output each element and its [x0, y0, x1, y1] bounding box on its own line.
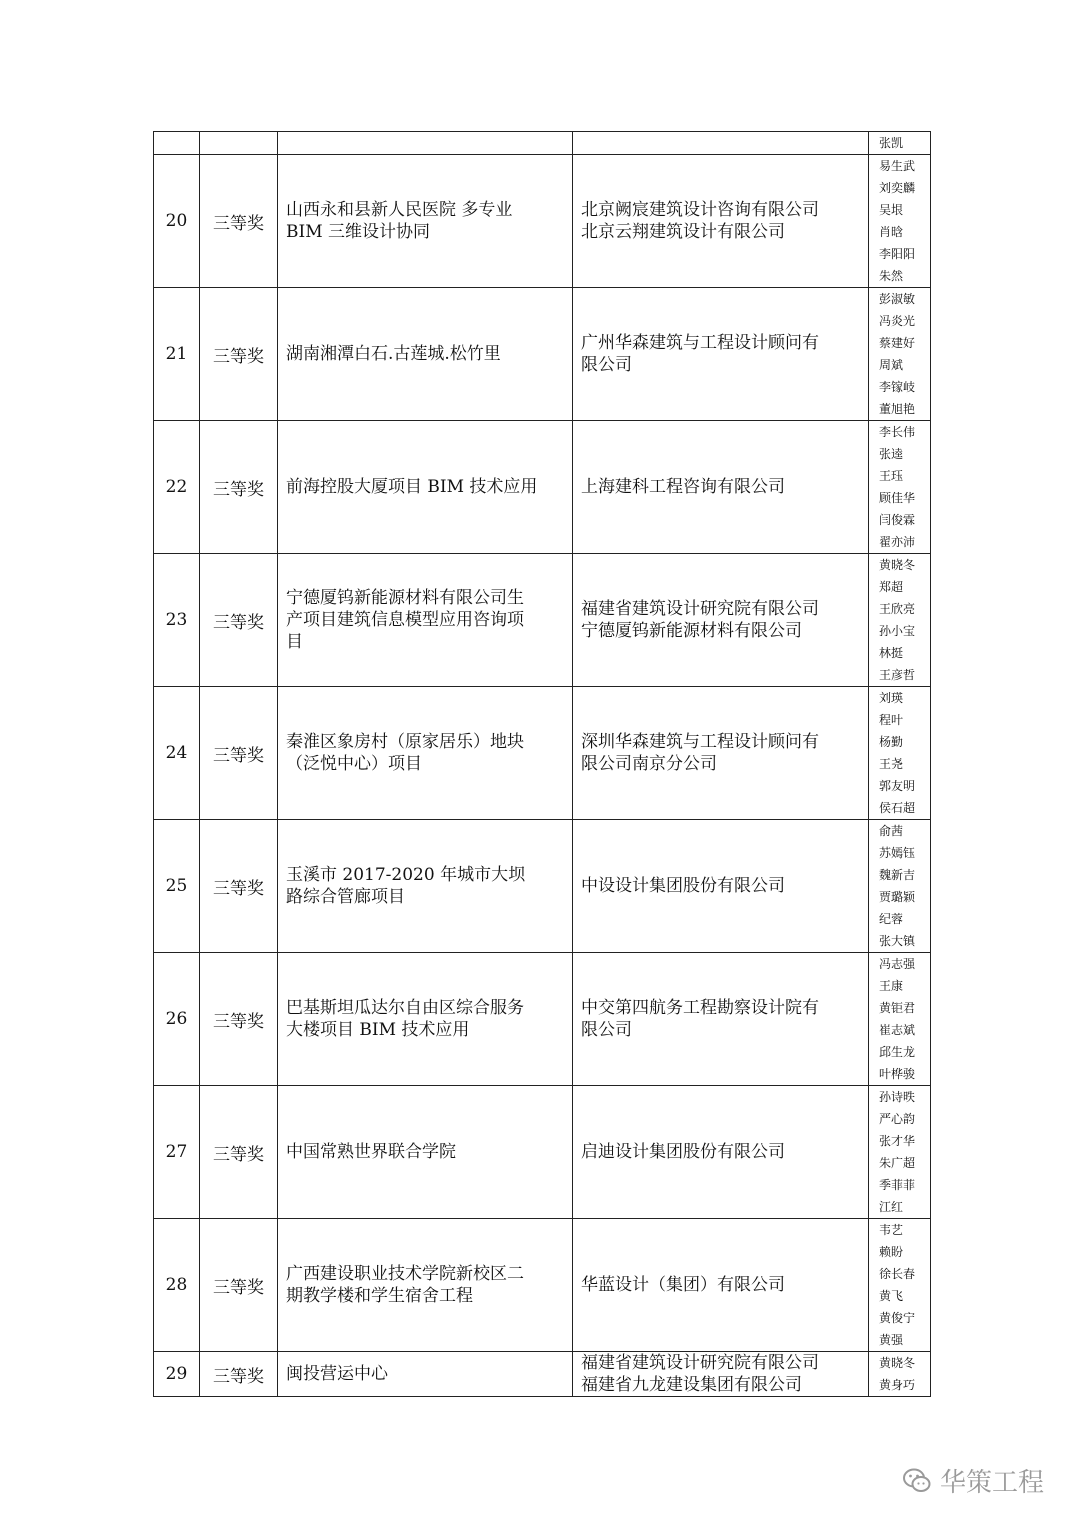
- team-member-name: 郑超: [879, 580, 904, 594]
- project-name-line: 秦淮区象房村（原家居乐）地块: [286, 732, 524, 752]
- project-name-line: 大楼项目 BIM 技术应用: [286, 1020, 470, 1040]
- organization-cell: [573, 1219, 869, 1352]
- table-row: [154, 288, 931, 421]
- project-name-line: 中国常熟世界联合学院: [286, 1142, 456, 1162]
- carry-over-level-cell: [200, 132, 278, 155]
- table-row: [154, 1219, 931, 1352]
- team-member-name: 黄晓冬: [879, 1356, 916, 1370]
- project-name-line: 产项目建筑信息模型应用咨询项: [286, 610, 524, 630]
- organization-name: 宁德厦钨新能源材料有限公司: [581, 621, 802, 641]
- award-table: [153, 131, 931, 1397]
- organization-name: 中交第四航务工程勘察设计院有: [581, 998, 819, 1018]
- organization-name: 北京阙宸建筑设计咨询有限公司: [581, 200, 819, 220]
- award-level-cell: 三等奖: [200, 288, 278, 421]
- project-name-line: BIM 三维设计协同: [286, 222, 431, 242]
- project-name-line: 路综合管廊项目: [286, 887, 405, 907]
- table-row: [154, 953, 931, 1086]
- organization-name: 华蓝设计（集团）有限公司: [581, 1275, 785, 1295]
- table-body: [154, 132, 931, 1397]
- project-name-line: 闽投营运中心: [286, 1364, 388, 1384]
- team-member-name: 翟亦沛: [879, 535, 916, 549]
- team-member-name: 王珏: [879, 469, 904, 483]
- project-name-cell: [278, 155, 573, 288]
- team-member-name: 吴垠: [879, 203, 904, 217]
- team-member-name: 黄晓冬: [879, 558, 916, 572]
- organization-name: 深圳华森建筑与工程设计顾问有: [581, 732, 819, 752]
- table-row: [154, 421, 931, 554]
- organization-name: 限公司南京分公司: [581, 754, 717, 774]
- team-member-name: 朱然: [879, 269, 904, 283]
- row-number-cell: 25: [154, 820, 200, 953]
- award-level-cell: 三等奖: [200, 820, 278, 953]
- team-member-name: 邱生龙: [879, 1045, 916, 1059]
- team-members-cell: [869, 421, 931, 554]
- project-name-line: 宁德厦钨新能源材料有限公司生: [286, 588, 524, 608]
- project-name-line: （泛悦中心）项目: [286, 754, 422, 774]
- organization-name: 限公司: [581, 1020, 632, 1040]
- organization-name: 限公司: [581, 355, 632, 375]
- project-name-cell: [278, 820, 573, 953]
- team-member-name: 冯炎光: [879, 314, 916, 328]
- watermark-text: 华策工程: [939, 1468, 1044, 1498]
- row-number-cell: 27: [154, 1086, 200, 1219]
- organization-cell: [573, 288, 869, 421]
- team-member-name: 黄飞: [879, 1289, 904, 1303]
- carry-over-row: [154, 132, 931, 155]
- team-member-name: 徐长春: [879, 1267, 916, 1281]
- team-member-name: 孙小宝: [879, 624, 916, 638]
- team-member-name: 魏新吉: [879, 868, 916, 882]
- row-number-cell: 29: [154, 1352, 200, 1397]
- table-row: [154, 554, 931, 687]
- team-member-name: 王欣亮: [879, 602, 916, 616]
- team-member-name: 林挺: [879, 646, 904, 660]
- team-member-name: 郭友明: [879, 779, 916, 793]
- row-number-cell: 20: [154, 155, 200, 288]
- award-level-cell: 三等奖: [200, 1219, 278, 1352]
- team-member-name: 赖盼: [879, 1245, 904, 1259]
- project-name-line: 湖南湘潭白石.古莲城.松竹里: [286, 344, 501, 364]
- organization-name: 北京云翔建筑设计有限公司: [581, 222, 785, 242]
- team-member-name: 黄强: [879, 1333, 904, 1347]
- team-member-name: 李长伟: [879, 425, 916, 439]
- organization-name: 福建省建筑设计研究院有限公司: [581, 599, 819, 619]
- row-number-cell: 28: [154, 1219, 200, 1352]
- team-member-name: 孙诗昳: [879, 1090, 916, 1104]
- table-row: [154, 155, 931, 288]
- team-member-name: 李镓岐: [879, 380, 916, 394]
- table-row: [154, 1352, 931, 1397]
- team-member-name: 季菲菲: [879, 1178, 916, 1192]
- award-level-cell: 三等奖: [200, 687, 278, 820]
- award-level-cell: 三等奖: [200, 1086, 278, 1219]
- row-number-cell: 23: [154, 554, 200, 687]
- organization-name: 启迪设计集团股份有限公司: [581, 1142, 785, 1162]
- team-member-name: 侯石超: [879, 801, 916, 815]
- table-row: [154, 820, 931, 953]
- team-member-name: 肖晗: [879, 225, 904, 239]
- organization-cell: [573, 421, 869, 554]
- project-name-cell: [278, 421, 573, 554]
- team-members-cell: [869, 288, 931, 421]
- team-members-cell: [869, 687, 931, 820]
- team-member-name: 黄俊宁: [879, 1311, 916, 1325]
- project-name-line: 目: [286, 632, 303, 652]
- award-level-cell: 三等奖: [200, 953, 278, 1086]
- award-level-cell: 三等奖: [200, 554, 278, 687]
- organization-cell: [573, 687, 869, 820]
- team-member-name: 彭淑敏: [879, 292, 916, 306]
- project-name-line: 前海控股大厦项目 BIM 技术应用: [286, 477, 538, 497]
- project-name-cell: [278, 1219, 573, 1352]
- team-member-name: 韦艺: [879, 1223, 904, 1237]
- team-member-name: 张大镇: [879, 934, 916, 948]
- row-number-cell: 21: [154, 288, 200, 421]
- team-member-name: 周斌: [879, 358, 904, 372]
- project-name-cell: [278, 554, 573, 687]
- team-member-name: 张才华: [879, 1134, 916, 1148]
- project-name-cell: [278, 1086, 573, 1219]
- project-name-cell: [278, 288, 573, 421]
- project-name-cell: [278, 687, 573, 820]
- team-member-name: 易生武: [879, 159, 916, 173]
- team-members-cell: [869, 554, 931, 687]
- organization-cell: [573, 953, 869, 1086]
- team-member-name: 李阳阳: [879, 247, 916, 261]
- team-member-name: 纪蓉: [879, 912, 904, 926]
- team-members-cell: [869, 1086, 931, 1219]
- team-member-name: 刘奕麟: [879, 181, 916, 195]
- row-number-cell: 22: [154, 421, 200, 554]
- row-number-cell: 26: [154, 953, 200, 1086]
- team-member-name: 冯志强: [879, 957, 916, 971]
- organization-name: 中设设计集团股份有限公司: [581, 876, 785, 896]
- organization-cell: [573, 1352, 869, 1397]
- team-member-name: 王尧: [879, 757, 904, 771]
- team-member-name: 刘瑛: [879, 691, 904, 705]
- table-row: [154, 1086, 931, 1219]
- team-member-name: 叶桦骏: [879, 1067, 916, 1081]
- team-members-cell: [869, 953, 931, 1086]
- organization-cell: [573, 554, 869, 687]
- project-name-line: 广西建设职业技术学院新校区二: [286, 1264, 524, 1284]
- team-member-name: 闫俊霖: [879, 513, 916, 527]
- organization-name: 福建省建筑设计研究院有限公司: [581, 1353, 819, 1373]
- team-members-cell: [869, 155, 931, 288]
- project-name-cell: [278, 1352, 573, 1397]
- team-member-name: 顾佳华: [879, 491, 916, 505]
- watermark: [902, 1462, 1044, 1499]
- team-member-name: 俞茜: [879, 824, 904, 838]
- organization-cell: [573, 820, 869, 953]
- wechat-icon: [902, 1466, 932, 1496]
- project-name-line: 巴基斯坦瓜达尔自由区综合服务: [286, 998, 524, 1018]
- team-members-cell: [869, 1219, 931, 1352]
- team-member-name: 杨勤: [879, 735, 904, 749]
- carry-over-project-cell: [278, 132, 573, 155]
- team-member-name: 程叶: [879, 713, 904, 727]
- project-name-line: 玉溪市 2017-2020 年城市大坝: [286, 865, 526, 885]
- organization-name: 福建省九龙建设集团有限公司: [581, 1375, 802, 1395]
- team-member-name: 王彦哲: [879, 668, 916, 682]
- organization-name: 广州华森建筑与工程设计顾问有: [581, 333, 819, 353]
- team-member-name: 董旭艳: [879, 402, 916, 416]
- team-member-name: 黄钜君: [879, 1001, 916, 1015]
- project-name-line: 期教学楼和学生宿舍工程: [286, 1286, 473, 1306]
- team-member-name: 张逵: [879, 447, 904, 461]
- project-name-line: 山西永和县新人民医院 多专业: [286, 200, 513, 220]
- team-member-name: 苏嫣钰: [879, 846, 916, 860]
- team-member-name: 黄身巧: [879, 1378, 916, 1392]
- award-level-cell: 三等奖: [200, 155, 278, 288]
- carry-over-name: 张凯: [879, 136, 904, 150]
- team-member-name: 严心韵: [879, 1112, 916, 1126]
- carry-over-no-cell: [154, 132, 200, 155]
- project-name-cell: [278, 953, 573, 1086]
- carry-over-unit-cell: [573, 132, 869, 155]
- team-member-name: 江红: [879, 1200, 904, 1214]
- row-number-cell: 24: [154, 687, 200, 820]
- carry-over-names-cell: [869, 132, 931, 155]
- award-level-cell: 三等奖: [200, 1352, 278, 1397]
- team-member-name: 朱广超: [879, 1156, 916, 1170]
- team-member-name: 崔志斌: [879, 1023, 916, 1037]
- organization-name: 上海建科工程咨询有限公司: [581, 477, 785, 497]
- team-members-cell: [869, 820, 931, 953]
- team-member-name: 贾璐颖: [879, 890, 916, 904]
- team-member-name: 蔡建好: [879, 336, 916, 350]
- organization-cell: [573, 155, 869, 288]
- award-level-cell: 三等奖: [200, 421, 278, 554]
- organization-cell: [573, 1086, 869, 1219]
- team-members-cell: [869, 1352, 931, 1397]
- table-row: [154, 687, 931, 820]
- team-member-name: 王康: [879, 979, 904, 993]
